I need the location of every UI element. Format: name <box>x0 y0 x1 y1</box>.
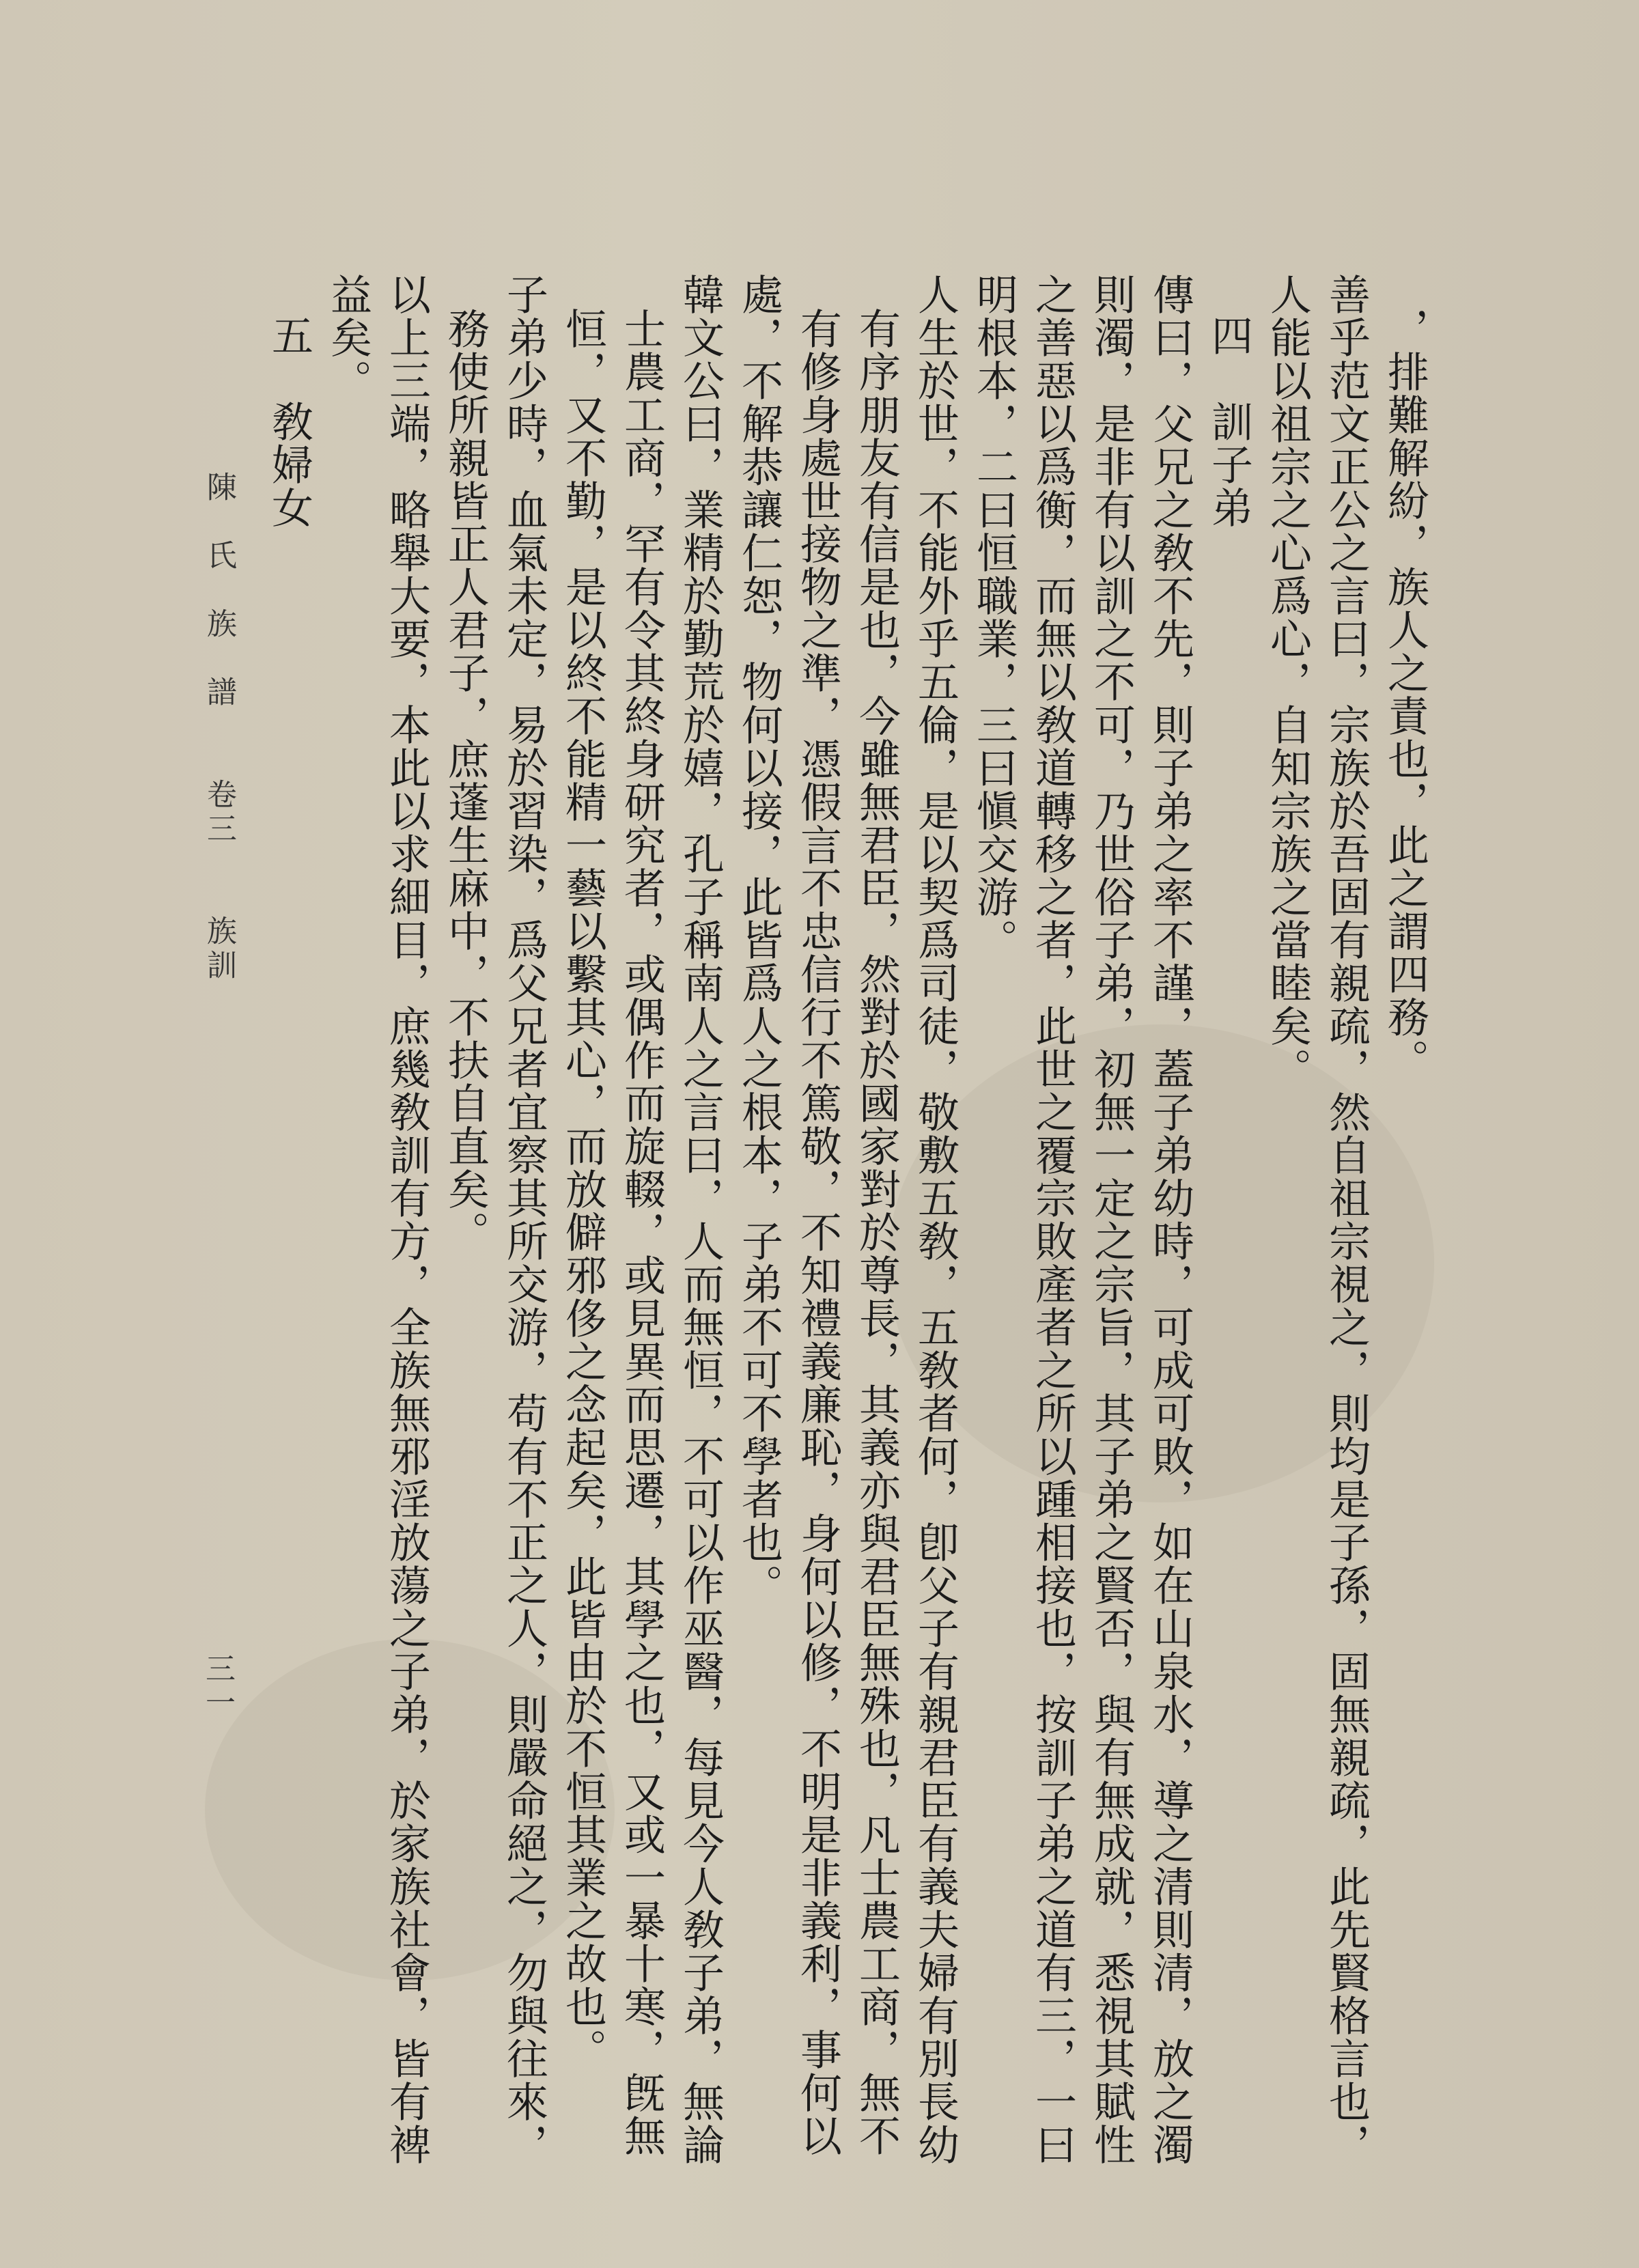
text-column: 益矣。 <box>324 273 372 402</box>
text-column: 有序朋友有信是也，今雖無君臣，然對於國家對於尊長，其義亦與君臣無殊也，凡士農工商，無不 <box>852 307 901 2157</box>
text-column: 有修身處世接物之準，憑假言不忠信行不篤敬，不知禮義廉恥，身何以修，不明是非義利，事何以 <box>794 307 842 2157</box>
running-title: 陳 氏 族 譜 卷三 族訓 <box>201 471 236 983</box>
text-column: 人能以祖宗之心爲心，自知宗族之當睦矣。 <box>1263 273 1312 1091</box>
section-heading: 五 敎婦女 <box>265 314 313 529</box>
text-column: 傳曰，父兄之敎不先，則子弟之率不謹，蓋子弟幼時，可成可敗，如在山泉水，導之清則清，放之濁 <box>1146 273 1194 2166</box>
text-column: 以上三端，略舉大要，本此以求細目，庶幾敎訓有方，全族無邪淫放蕩之子弟，於家族社會，皆有裨 <box>382 273 431 2166</box>
text-column: 處，不解恭讓仁恕，物何以接，此皆爲人之根本，子弟不可不學者也。 <box>735 273 783 1607</box>
text-body <box>260 273 1434 2185</box>
text-column: 恒，又不勤，是以終不能精一藝以繫其心，而放僻邪侈之念起矣，此皆由於不恒其業之故也。 <box>559 307 607 2071</box>
text-column: 子弟少時，血氣未定，易於習染，爲父兄者宜察其所交游，苟有不正之人，則嚴命絕之，勿與往來， <box>500 273 548 2166</box>
text-column: 士農工商，罕有令其終身研究者，或偶作而旋輟，或見異而思遷，其學之也，又或一暴十寒，旣無 <box>617 307 666 2157</box>
text-column: 人生於世，不能外乎五倫，是以契爲司徒，敬敷五敎，五敎者何，卽父子有親君臣有義夫婦有別長幼 <box>911 273 959 2166</box>
text-column: 明根本，二曰恒職業，三曰愼交游。 <box>970 273 1018 962</box>
text-column: 之善惡以爲衡，而無以敎道轉移之者，此世之覆宗敗產者之所以踵相接也，按訓子弟之道有三，一曰 <box>1028 273 1077 2166</box>
section-heading: 四 訓子弟 <box>1205 314 1253 529</box>
text-column: ，排難解紛，族人之責也，此之謂四務。 <box>1381 307 1429 1082</box>
text-column: 務使所親皆正人君子，庶蓬生麻中，不扶自直矣。 <box>441 307 490 1254</box>
text-column: 善乎范文正公之言曰，宗族於吾固有親疏，然自祖宗視之，則均是子孫，固無親疏，此先賢格言也， <box>1322 273 1371 2166</box>
page-number: 三一 <box>200 1653 235 1721</box>
text-column: 韓文公曰，業精於勤荒於嬉，孔子稱南人之言曰，人而無恒，不可以作巫醫，每見今人敎子弟，無論 <box>676 273 725 2166</box>
text-column: 則濁，是非有以訓之不可，乃世俗子弟，初無一定之宗旨，其子弟之賢否，與有無成就，悉視其賦性 <box>1087 273 1136 2166</box>
